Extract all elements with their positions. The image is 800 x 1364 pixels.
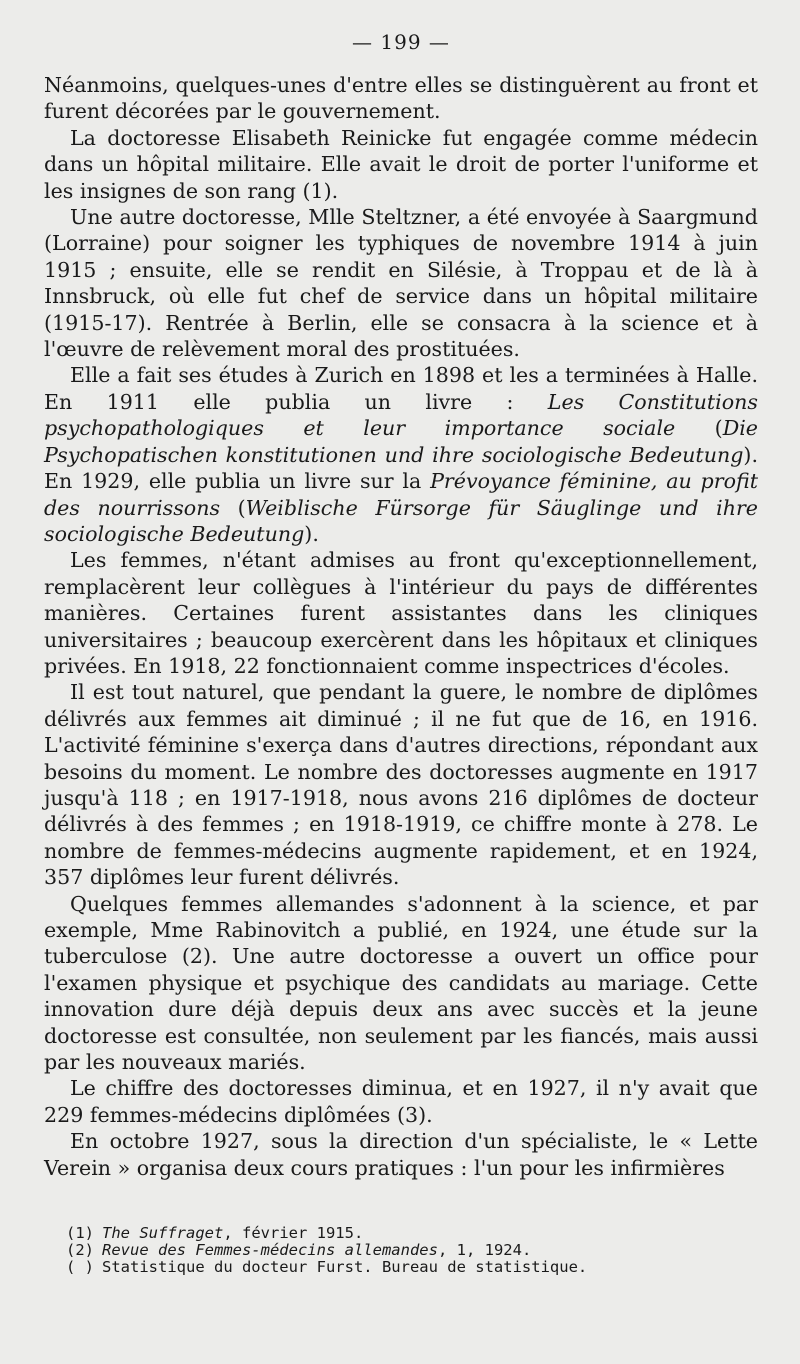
footnote-text: , 1, 1924. <box>437 1241 532 1260</box>
paragraph: En octobre 1927, sous la direction d'un spécialiste, le « Lette Verein » organisa deux cours pratiques : l'un pour les infirmières <box>44 1129 758 1180</box>
paragraph <box>44 362 758 547</box>
book-title-german: Die Psychopatischen konstitutionen und ihre sociologische Bedeutung <box>44 416 758 467</box>
footnote-mark: (2) <box>66 1241 94 1260</box>
footnote-mark: (1) <box>66 1224 94 1243</box>
paragraph: Quelques femmes allemandes s'adonnent à la science, et par exemple, Mme Rabinovitch a publié, en 1924, une étude sur la tuberculose (2). Une autre doctoresse a ouvert un office pour l'examen physique et psychique des candidats au mariage. Cette innovation dure déjà depuis deux ans avec succès et la jeune doctoresse est consultée, non seulement par les fiancés, mais aussi par les nouveaux mariés. <box>44 891 758 1075</box>
paragraph: Néanmoins, quelques-unes d'entre elles se distinguèrent au front et furent décorées par le gouvernement. <box>44 73 758 124</box>
paragraph: Une autre doctoresse, Mlle Steltzner, a été envoyée à Saargmund (Lorraine) pour soigner les typhiques de novembre 1914 à juin 1915 ; ensuite, elle se rendit en Silésie, à Troppau et de là à Innsbruck, où elle fut chef de service dans un hôpital militaire (1915-17). Rentrée à Berlin, elle se consacra à la science et à l'œuvre de relèvement moral des prostituées. <box>44 205 758 362</box>
footnote-text: Statistique du docteur Furst. Bureau de statistique. <box>102 1258 588 1277</box>
footnote <box>66 1259 758 1276</box>
footnotes <box>44 1225 758 1276</box>
body-text <box>44 72 758 1181</box>
footnote-mark: ( ) <box>66 1258 94 1277</box>
footnote-source: Revue des Femmes-médecins allemandes <box>102 1241 438 1260</box>
paragraph: La doctoresse Elisabeth Reinicke fut engagée comme médecin dans un hôpital militaire. Elle avait le droit de porter l'uniforme et les insignes de son rang (1). <box>44 125 758 203</box>
book-title-german: Weiblische Fürsorge für Säuglinge und ihre sociologische Bedeutung <box>44 495 758 546</box>
book-title: Prévoyance féminine, au profit des nourrissons <box>44 469 758 520</box>
text-run: ( <box>220 495 246 520</box>
text-run: ( <box>675 416 723 441</box>
text-run: Elle a fait ses études à Zurich en 1898 et les a terminées à Halle. En 1911 elle publia un livre : <box>44 363 758 414</box>
text-run: ). <box>304 521 319 546</box>
footnote <box>66 1242 758 1259</box>
paragraph: Les femmes, n'étant admises au front qu'exceptionnellement, remplacèrent leur collègues à l'intérieur du pays de différentes manières. Certaines furent assistantes dans les cliniques universitaires ; beaucoup exercèrent dans les hôpitaux et cliniques privées. En 1918, 22 fonctionnaient comme inspectrices d'écoles. <box>44 548 758 678</box>
paragraph: Le chiffre des doctoresses diminua, et en 1927, il n'y avait que 229 femmes-médecins diplômées (3). <box>44 1076 758 1127</box>
book-title: Les Constitutions psychopathologiques et leur importance sociale <box>44 389 758 441</box>
text-run: ). En 1929, elle publia un livre sur la <box>44 442 758 494</box>
paragraph: Il est tout naturel, que pendant la guere, le nombre de diplômes délivrés aux femmes ait diminué ; il ne fut que de 16, en 1916. L'activité féminine s'exerça dans d'autres directions, répondant aux besoins du moment. Le nombre des doctoresses augmente en 1917 jusqu'à 118 ; en 1917-1918, nous avons 216 diplômes de docteur délivrés à des femmes ; en 1918-1919, ce chiffre monte à 278. Le nombre de femmes-médecins augmente rapidement, et en 1924, 357 diplômes leur furent délivrés. <box>44 680 758 890</box>
footnote <box>66 1225 758 1242</box>
footnote-text: , février 1915. <box>223 1224 364 1243</box>
footnote-source: The Suffraget <box>102 1224 224 1243</box>
page-number: — 199 — <box>352 30 450 54</box>
